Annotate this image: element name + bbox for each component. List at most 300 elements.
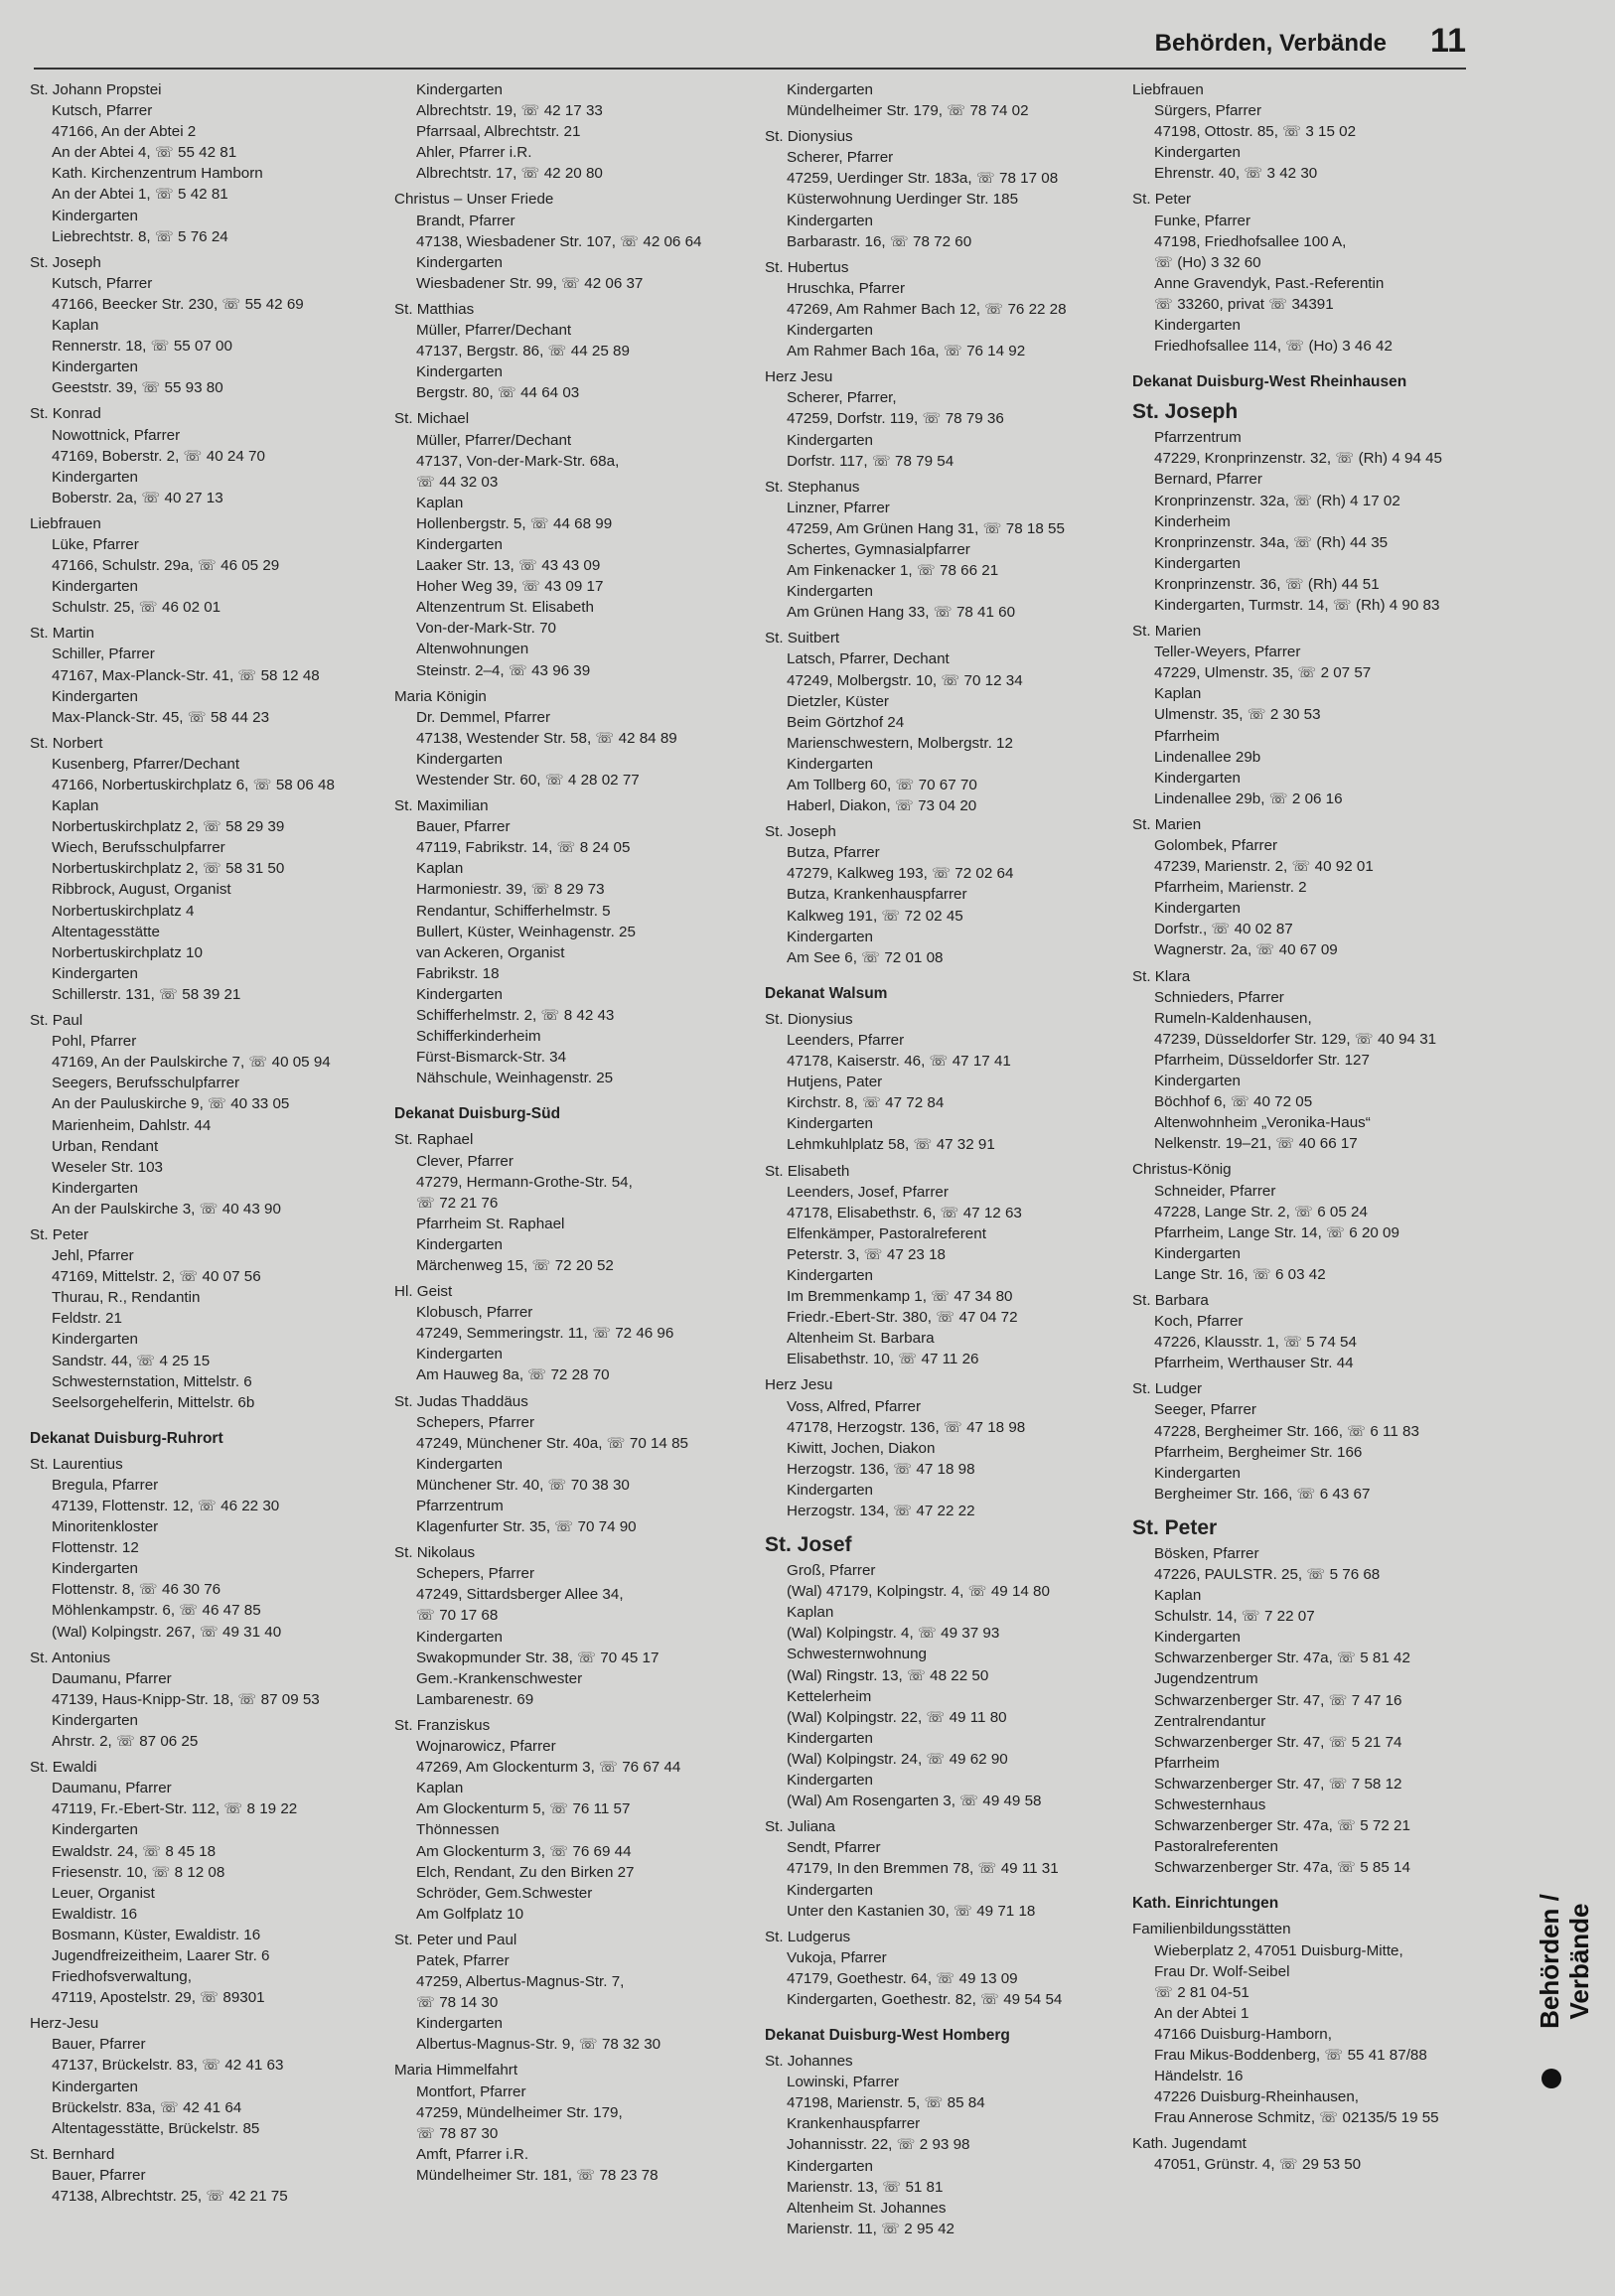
entry-line: Kindergarten: [787, 212, 873, 229]
directory-entry: [1132, 1919, 1490, 2133]
entry-line: Marienheim, Dahlstr. 44: [52, 1116, 212, 1134]
entry-line: Altentagesstätte, Brückelstr. 85: [52, 2119, 260, 2137]
entry-line: Kaplan: [52, 797, 99, 815]
entry-line: Haberl, Diakon, ☏ 73 04 20: [787, 797, 977, 815]
directory-entry: [30, 1648, 387, 1757]
section-heading: Dekanat Duisburg-West Rheinhausen: [1132, 373, 1407, 391]
entry-line: 47259, Dorfstr. 119, ☏ 78 79 36: [787, 410, 1004, 428]
entry-line: Am See 6, ☏ 72 01 08: [787, 948, 944, 966]
entry-line: Herzogstr. 134, ☏ 47 22 22: [787, 1503, 975, 1519]
entry-line: Pfarrzentrum: [416, 1498, 504, 1514]
directory-entry: [765, 126, 1122, 257]
entry-line: Groß, Pfarrer: [787, 1562, 876, 1580]
entry-name: Liebfrauen: [1132, 81, 1204, 98]
entry-line: 47138, Westender Str. 58, ☏ 42 84 89: [416, 729, 677, 747]
entry-line: Scherer, Pfarrer: [787, 149, 894, 167]
page-number: 11: [1430, 22, 1466, 60]
directory-entry: [394, 1391, 752, 1543]
entry-line: Daumanu, Pfarrer: [52, 1669, 172, 1687]
entry-line: Kindergarten: [416, 750, 503, 768]
page-header: [34, 22, 1466, 70]
column-4: [1132, 79, 1490, 2181]
entry-line: Pfarrheim St. Raphael: [416, 1215, 565, 1232]
entry-line: Hollenbergstr. 5, ☏ 44 68 99: [416, 514, 613, 532]
entry-line: Bösken, Pfarrer: [1154, 1544, 1259, 1562]
entry-line: Lehmkuhlplatz 58, ☏ 47 32 91: [787, 1136, 995, 1154]
entry-line: Altenzentrum St. Elisabeth: [416, 599, 594, 617]
entry-line: Teller-Weyers, Pfarrer: [1154, 644, 1301, 661]
entry-line: Daumanu, Pfarrer: [52, 1780, 172, 1797]
entry-line: Müller, Pfarrer/Dechant: [416, 322, 572, 340]
entry-line: Peterstr. 3, ☏ 47 23 18: [787, 1245, 946, 1263]
entry-line: Kindergarten: [1154, 1464, 1241, 1482]
entry-line: Swakopmunder Str. 38, ☏ 70 45 17: [416, 1649, 660, 1666]
entry-line: Patek, Pfarrer: [416, 1951, 510, 1969]
directory-entry: [1132, 79, 1490, 189]
entry-line: Sandstr. 44, ☏ 4 25 15: [52, 1352, 211, 1369]
entry-line: An der Abtei 1, ☏ 5 42 81: [52, 186, 228, 204]
entry-line: Mündelheimer Str. 179, ☏ 78 74 02: [787, 102, 1029, 120]
entry-line: Voss, Alfred, Pfarrer: [787, 1397, 922, 1415]
directory-entry: [1132, 1378, 1490, 1509]
entry-line: Gem.-Krankenschwester: [416, 1669, 583, 1687]
entry-line: ☏ 78 87 30: [416, 2124, 499, 2142]
entry-name: St. Peter: [1132, 191, 1192, 209]
entry-line: Kindergarten: [1154, 1244, 1241, 1262]
entry-line: Leuer, Organist: [52, 1884, 155, 1902]
entry-line: ☏ 33260, privat ☏ 34391: [1154, 295, 1334, 313]
column-2: [394, 79, 752, 2191]
entry-line: Am Glockenturm 3, ☏ 76 69 44: [416, 1842, 632, 1860]
entry-line: Pfarrheim: [1154, 727, 1220, 745]
entry-line: Kindergarten: [787, 755, 873, 773]
directory-entry: [394, 408, 752, 685]
entry-line: Dietzler, Küster: [787, 692, 889, 710]
entry-line: Kronprinzenstr. 36, ☏ (Rh) 44 51: [1154, 575, 1380, 593]
entry-line: Schertes, Gymnasialpfarrer: [787, 540, 970, 558]
directory-entry: [30, 513, 387, 623]
entry-line: 47138, Albrechtstr. 25, ☏ 42 21 75: [52, 2188, 288, 2205]
directory-entry: [1132, 814, 1490, 966]
entry-line: Lambarenestr. 69: [416, 1690, 534, 1708]
entry-line: Kaplan: [416, 494, 464, 511]
entry-spacer: [30, 1413, 387, 1418]
entry-line: 47137, Brückelstr. 83, ☏ 42 41 63: [52, 2057, 284, 2075]
entry-line: Hoher Weg 39, ☏ 43 09 17: [416, 578, 604, 596]
entry-line: Kaplan: [416, 860, 464, 878]
entry-line: 47119, Apostelstr. 29, ☏ 89301: [52, 1989, 265, 2007]
entry-line: Kaplan: [787, 1604, 834, 1622]
directory-entry: [394, 795, 752, 1093]
entry-line: Albertus-Magnus-Str. 9, ☏ 78 32 30: [416, 2036, 661, 2054]
entry-name: St. Paul: [30, 1012, 83, 1030]
entry-name: Christus-König: [1132, 1161, 1232, 1179]
directory-entry: [765, 1161, 1122, 1375]
entry-line: Steinstr. 2–4, ☏ 43 96 39: [416, 661, 591, 679]
entry-line: Kindergarten: [1154, 900, 1241, 918]
directory-entry: [1132, 966, 1490, 1160]
entry-line: Flottenstr. 12: [52, 1539, 139, 1557]
entry-name: Maria Himmelfahrt: [394, 2062, 518, 2080]
entry-line: Kindergarten: [416, 1235, 503, 1253]
entry-line: Fabrikstr. 18: [416, 964, 500, 982]
entry-line: 47166, Norbertuskirchplatz 6, ☏ 58 06 48: [52, 777, 335, 793]
side-tab-line-1: Behörden /: [1535, 1894, 1564, 2029]
entry-line: Kindergarten: [416, 253, 503, 271]
side-tab-line-2: Verbände: [1564, 1903, 1594, 2020]
entry-line: Albrechtstr. 19, ☏ 42 17 33: [416, 102, 603, 120]
entry-line: Kindergarten: [787, 1115, 873, 1133]
entry-line: Schifferhelmstr. 2, ☏ 8 42 43: [416, 1007, 615, 1025]
entry-spacer: [1132, 357, 1490, 361]
entry-line: 47137, Bergstr. 86, ☏ 44 25 89: [416, 343, 630, 360]
entry-line: 47259, Mündelheimer Str. 179,: [416, 2103, 623, 2121]
entry-line: 47249, Semmeringstr. 11, ☏ 72 46 96: [416, 1325, 674, 1343]
entry-line: Anne Gravendyk, Past.-Referentin: [1154, 274, 1385, 292]
entry-line: Klagenfurter Str. 35, ☏ 70 74 90: [416, 1518, 637, 1536]
entry-name: St. Dionysius: [765, 128, 853, 146]
side-tab-label: [1535, 1877, 1594, 2046]
directory-entry: [765, 1532, 1122, 1816]
entry-line: Kindergarten: [52, 359, 138, 376]
entry-line: An der Abtei 1: [1154, 2004, 1249, 2022]
entry-line: Schwesternwohnung: [787, 1646, 927, 1663]
entry-line: Pfarrheim, Lange Str. 14, ☏ 6 20 09: [1154, 1223, 1399, 1241]
entry-line: Am Hauweg 8a, ☏ 72 28 70: [416, 1366, 610, 1384]
entry-name: St. Suitbert: [765, 630, 840, 647]
entry-line: Liebrechtstr. 8, ☏ 5 76 24: [52, 227, 228, 245]
directory-entry: [394, 1542, 752, 1715]
entry-line: Pfarrzentrum: [1154, 429, 1242, 447]
entry-line: Butza, Pfarrer: [787, 844, 880, 862]
entry-line: Am Finkenacker 1, ☏ 78 66 21: [787, 562, 999, 580]
entry-line: Kindergarten: [787, 1481, 873, 1499]
entry-line: Altenwohnheim „Veronika-Haus“: [1154, 1114, 1371, 1132]
entry-spacer: [765, 2239, 1122, 2244]
entry-line: Kindergarten: [787, 1729, 873, 1747]
entry-line: 47179, In den Bremmen 78, ☏ 49 11 31: [787, 1860, 1059, 1878]
entry-line: van Ackeren, Organist: [416, 943, 565, 961]
entry-line: Max-Planck-Str. 45, ☏ 58 44 23: [52, 708, 270, 726]
entry-line: Dr. Demmel, Pfarrer: [416, 708, 551, 726]
entry-line: Kindergarten: [52, 1560, 138, 1578]
entry-line: 47259, Albertus-Magnus-Str. 7,: [416, 1973, 625, 1991]
entry-line: 47198, Marienstr. 5, ☏ 85 84: [787, 2094, 985, 2112]
entry-line: Thurau, R., Rendantin: [52, 1289, 201, 1307]
entry-line: Kindergarten: [52, 964, 138, 982]
directory-entry: [1132, 1159, 1490, 1290]
directory-entry: [30, 79, 387, 252]
column-3: [765, 79, 1122, 2244]
entry-line: 47269, Am Glockenturm 3, ☏ 76 67 44: [416, 1759, 681, 1777]
entry-line: Kindergarten: [52, 468, 138, 486]
entry-name: St. Joseph: [30, 253, 101, 271]
entry-line: 47166, Schulstr. 29a, ☏ 46 05 29: [52, 557, 280, 575]
entry-line: Boberstr. 2a, ☏ 40 27 13: [52, 489, 223, 506]
entry-line: Koch, Pfarrer: [1154, 1313, 1244, 1331]
entry-line: Schwarzenberger Str. 47a, ☏ 5 72 21: [1154, 1817, 1410, 1835]
entry-line: Kindergarten: [416, 363, 503, 381]
entry-line: Kindergarten: [52, 1179, 138, 1197]
entry-name: St. Ewaldi: [30, 1759, 97, 1777]
entry-line: Am Grünen Hang 33, ☏ 78 41 60: [787, 604, 1016, 622]
entry-line: Kirchstr. 8, ☏ 47 72 84: [787, 1094, 945, 1112]
column-1: [30, 79, 387, 2212]
entry-name: St. Maximilian: [394, 797, 489, 815]
entry-line: Harmoniestr. 39, ☏ 8 29 73: [416, 881, 605, 899]
entry-line: Dorfstr., ☏ 40 02 87: [1154, 921, 1293, 938]
entry-line: ☏ (Ho) 3 32 60: [1154, 253, 1261, 271]
entry-spacer: [765, 1521, 1122, 1526]
section-heading: Dekanat Walsum: [765, 984, 888, 1002]
directory-entry: [765, 1009, 1122, 1161]
entry-name: St. Bernhard: [30, 2145, 115, 2163]
entry-line: 47249, Molbergstr. 10, ☏ 70 12 34: [787, 671, 1023, 689]
entry-line: Küsterwohnung Uerdinger Str. 185: [787, 191, 1019, 209]
entry-line: 47259, Am Grünen Hang 31, ☏ 78 18 55: [787, 519, 1065, 537]
entry-line: Schulstr. 25, ☏ 46 02 01: [52, 599, 221, 617]
entry-line: Clever, Pfarrer: [416, 1152, 514, 1170]
entry-line: Brandt, Pfarrer: [416, 212, 515, 229]
entry-line: Pohl, Pfarrer: [52, 1033, 137, 1051]
entry-spacer: [1132, 1505, 1490, 1509]
entry-line: 47166, Beecker Str. 230, ☏ 55 42 69: [52, 295, 304, 313]
entry-line: Händelstr. 16: [1154, 2068, 1244, 2085]
entry-line: Elch, Rendant, Zu den Birken 27: [416, 1863, 635, 1881]
entry-line: Jugendfreizeitheim, Laarer Str. 6: [52, 1946, 270, 1964]
entry-line: Kutsch, Pfarrer: [52, 274, 153, 292]
bullet-marker: [1542, 2069, 1561, 2088]
entry-line: Kusenberg, Pfarrer/Dechant: [52, 755, 240, 773]
directory-entry: [30, 623, 387, 732]
entry-line: 47228, Bergheimer Str. 166, ☏ 6 11 83: [1154, 1422, 1419, 1440]
directory-entry: [1132, 189, 1490, 361]
entry-line: Lowinski, Pfarrer: [787, 2074, 900, 2091]
entry-line: Unter den Kastanien 30, ☏ 49 71 18: [787, 1902, 1036, 1920]
entry-line: Seegers, Berufsschulpfarrer: [52, 1075, 240, 1092]
entry-line: 47119, Fabrikstr. 14, ☏ 8 24 05: [416, 839, 631, 857]
entry-line: Bauer, Pfarrer: [52, 2166, 146, 2184]
entry-line: Ahler, Pfarrer i.R.: [416, 144, 532, 162]
entry-line: Barbarastr. 16, ☏ 78 72 60: [787, 232, 972, 250]
section-heading: Dekanat Duisburg-Ruhrort: [30, 1429, 223, 1447]
entry-line: Kaplan: [1154, 685, 1202, 703]
directory-entry: [30, 1224, 387, 1418]
entry-line: Kindergarten: [787, 322, 873, 340]
entry-name: St. Franziskus: [394, 1716, 491, 1734]
section-heading: Dekanat Duisburg-West Homberg: [765, 2027, 1010, 2045]
entry-line: Kindergarten: [52, 578, 138, 596]
entry-name: St. Judas Thaddäus: [394, 1392, 528, 1410]
entry-line: Ulmenstr. 35, ☏ 2 30 53: [1154, 706, 1321, 724]
entry-line: Altenwohnungen: [416, 641, 529, 658]
entry-line: Kindergarten: [1154, 317, 1241, 335]
entry-line: Altentagesstätte: [52, 923, 160, 940]
entry-line: Brückelstr. 83a, ☏ 42 41 64: [52, 2098, 242, 2116]
entry-line: 47179, Goethestr. 64, ☏ 49 13 09: [787, 1969, 1018, 1987]
entry-line: 47198, Friedhofsallee 100 A,: [1154, 232, 1347, 250]
entry-line: 47269, Am Rahmer Bach 12, ☏ 76 22 28: [787, 300, 1067, 318]
entry-line: Marienstr. 13, ☏ 51 81: [787, 2178, 944, 2196]
entry-line: Kronprinzenstr. 32a, ☏ (Rh) 4 17 02: [1154, 492, 1400, 509]
entry-line: Pfarrheim, Bergheimer Str. 166: [1154, 1443, 1363, 1461]
entry-line: 47138, Wiesbadener Str. 107, ☏ 42 06 64: [416, 232, 702, 250]
entry-line: Ribbrock, August, Organist: [52, 881, 231, 899]
entry-line: Kindergarten: [416, 81, 503, 98]
entry-line: Wiesbadener Str. 99, ☏ 42 06 37: [416, 274, 644, 292]
entry-line: Johannisstr. 22, ☏ 2 93 98: [787, 2136, 970, 2154]
entry-line: Rennerstr. 18, ☏ 55 07 00: [52, 338, 232, 356]
entry-line: Scherer, Pfarrer,: [787, 389, 897, 407]
directory-entry: [1132, 1515, 1490, 1884]
entry-line: (Wal) Ringstr. 13, ☏ 48 22 50: [787, 1666, 989, 1684]
entry-spacer: [1132, 2176, 1490, 2181]
entry-line: Kindergarten: [416, 1346, 503, 1363]
entry-line: Latsch, Pfarrer, Dechant: [787, 650, 950, 668]
entry-line: Schwarzenberger Str. 47a, ☏ 5 81 42: [1154, 1650, 1410, 1667]
entry-line: Pfarrheim, Marienstr. 2: [1154, 879, 1307, 897]
entry-line: Kindergarten: [787, 81, 873, 98]
entry-line: Am Golfplatz 10: [416, 1905, 524, 1923]
entry-line: Kindergarten: [1154, 1629, 1241, 1647]
entry-line: Schwarzenberger Str. 47, ☏ 5 21 74: [1154, 1733, 1402, 1751]
entry-line: Leenders, Pfarrer: [787, 1031, 905, 1049]
entry-line: An der Abtei 4, ☏ 55 42 81: [52, 144, 237, 162]
entry-line: Sendt, Pfarrer: [787, 1839, 881, 1857]
directory-entry: [30, 2013, 387, 2144]
entry-line: Kindergarten: [52, 1821, 138, 1839]
entry-line: Münchener Str. 40, ☏ 70 38 30: [416, 1476, 630, 1494]
entry-line: Bernard, Pfarrer: [1154, 471, 1262, 489]
entry-name: St. Joseph: [1132, 400, 1239, 424]
entry-line: 47167, Max-Planck-Str. 41, ☏ 58 12 48: [52, 666, 320, 684]
entry-line: Golombek, Pfarrer: [1154, 837, 1278, 854]
entry-line: Sürgers, Pfarrer: [1154, 102, 1262, 120]
entry-line: Kinderheim: [1154, 512, 1231, 530]
entry-line: Butza, Krankenhauspfarrer: [787, 886, 967, 904]
entry-name: St. Elisabeth: [765, 1162, 850, 1180]
entry-line: 47198, Ottostr. 85, ☏ 3 15 02: [1154, 123, 1357, 141]
entry-line: Frau Annerose Schmitz, ☏ 02135/5 19 55: [1154, 2109, 1439, 2127]
entry-spacer: [765, 968, 1122, 973]
entry-name: St. Norbert: [30, 734, 103, 752]
entry-line: Elfenkämper, Pastoralreferent: [787, 1224, 986, 1242]
directory-entry: [765, 1816, 1122, 1926]
entry-line: Bullert, Küster, Weinhagenstr. 25: [416, 923, 636, 940]
entry-line: Amft, Pfarrer i.R.: [416, 2145, 529, 2163]
entry-line: Seelsorgehelferin, Mittelstr. 6b: [52, 1393, 255, 1411]
entry-line: 47166, An der Abtei 2: [52, 123, 197, 141]
entry-line: Westender Str. 60, ☏ 4 28 02 77: [416, 772, 640, 789]
entry-line: 47226, PAULSTR. 25, ☏ 5 76 68: [1154, 1566, 1381, 1583]
entry-line: Kaplan: [416, 1780, 464, 1797]
entry-line: 47228, Lange Str. 2, ☏ 6 05 24: [1154, 1203, 1368, 1220]
entry-line: 47279, Kalkweg 193, ☏ 72 02 64: [787, 865, 1014, 883]
entry-line: Kalkweg 191, ☏ 72 02 45: [787, 907, 963, 925]
entry-line: Beim Görtzhof 24: [787, 713, 905, 731]
entry-line: Wagnerstr. 2a, ☏ 40 67 09: [1154, 941, 1338, 959]
entry-name: Kath. Jugendamt: [1132, 2135, 1247, 2153]
entry-line: 47137, Von-der-Mark-Str. 68a,: [416, 452, 620, 470]
entry-line: 47169, An der Paulskirche 7, ☏ 40 05 94: [52, 1054, 331, 1072]
entry-line: Kindergarten: [787, 583, 873, 601]
entry-line: Kindergarten: [1154, 769, 1241, 787]
section-title: Behörden, Verbände: [1154, 30, 1387, 57]
entry-line: ☏ 78 14 30: [416, 1994, 499, 2012]
entry-line: Kindergarten: [52, 1711, 138, 1729]
entry-line: Bergheimer Str. 166, ☏ 6 43 67: [1154, 1485, 1371, 1503]
entry-line: Schnieders, Pfarrer: [1154, 988, 1284, 1006]
entry-line: 47226 Duisburg-Rheinhausen,: [1154, 2088, 1360, 2106]
entry-line: Bosmann, Küster, Ewaldistr. 16: [52, 1926, 261, 1943]
entry-name: St. Peter: [1132, 1515, 1218, 1539]
directory-entry: [30, 2144, 387, 2212]
entry-line: Altenheim St. Barbara: [787, 1330, 935, 1348]
entry-line: Krankenhauspfarrer: [787, 2115, 921, 2133]
directory-entry: [394, 189, 752, 298]
entry-line: Minoritenkloster: [52, 1518, 159, 1536]
entry-line: Wiech, Berufsschulpfarrer: [52, 839, 225, 857]
entry-line: 47229, Ulmenstr. 35, ☏ 2 07 57: [1154, 664, 1372, 682]
entry-line: Hruschka, Pfarrer: [787, 279, 906, 297]
entry-line: (Wal) Kolpingstr. 22, ☏ 49 11 80: [787, 1708, 1007, 1726]
entry-line: Ahrstr. 2, ☏ 87 06 25: [52, 1733, 199, 1751]
entry-line: Jehl, Pfarrer: [52, 1247, 134, 1265]
entry-line: 47239, Düsseldorfer Str. 129, ☏ 40 94 31: [1154, 1030, 1437, 1048]
entry-line: Bauer, Pfarrer: [416, 818, 511, 836]
entry-line: 47178, Kaiserstr. 46, ☏ 47 17 41: [787, 1053, 1011, 1071]
entry-line: (Wal) Am Rosengarten 3, ☏ 49 49 58: [787, 1793, 1042, 1810]
entry-name: St. Konrad: [30, 405, 101, 423]
entry-spacer: [1132, 1878, 1490, 1883]
entry-line: Frau Dr. Wolf-Seibel: [1154, 1962, 1290, 1980]
directory-entry: [394, 1715, 752, 1930]
entry-line: Schiller, Pfarrer: [52, 646, 155, 663]
entry-line: Ewaldistr. 16: [52, 1905, 138, 1923]
entry-line: Kindergarten: [787, 431, 873, 449]
entry-line: Wieberplatz 2, 47051 Duisburg-Mitte,: [1154, 1941, 1403, 1959]
directory-entry: [30, 1010, 387, 1224]
entry-line: Lüke, Pfarrer: [52, 535, 139, 553]
entry-line: Nähschule, Weinhagenstr. 25: [416, 1070, 614, 1087]
entry-spacer: [394, 2186, 752, 2191]
entry-name: St. Ludgerus: [765, 1928, 851, 1945]
entry-line: (Wal) 47179, Kolpingstr. 4, ☏ 49 14 80: [787, 1583, 1050, 1601]
entry-name: Familienbildungsstätten: [1132, 1921, 1291, 1938]
entry-line: Pastoralreferenten: [1154, 1838, 1278, 1856]
entry-line: Friedhofsallee 114, ☏ (Ho) 3 46 42: [1154, 338, 1393, 356]
entry-spacer: [765, 2010, 1122, 2015]
entry-name: Herz Jesu: [765, 368, 833, 386]
entry-line: Kindergarten: [1154, 144, 1241, 162]
entry-line: Feldstr. 21: [52, 1310, 122, 1328]
entry-name: St. Stephanus: [765, 478, 860, 496]
entry-line: Bauer, Pfarrer: [52, 2036, 146, 2054]
entry-line: 47051, Grünstr. 4, ☏ 29 53 50: [1154, 2156, 1362, 2174]
entry-name: St. Josef: [765, 1533, 852, 1557]
directory-entry: [394, 299, 752, 408]
entry-name: Christus – Unser Friede: [394, 191, 554, 209]
entry-line: Fürst-Bismarck-Str. 34: [416, 1049, 567, 1067]
entry-line: 47259, Uerdinger Str. 183a, ☏ 78 17 08: [787, 170, 1059, 188]
entry-line: 47279, Hermann-Grothe-Str. 54,: [416, 1173, 633, 1191]
entry-line: ☏ 44 32 03: [416, 473, 499, 491]
entry-name: St. Ludger: [1132, 1380, 1203, 1398]
entry-name: St. Klara: [1132, 967, 1191, 985]
entry-line: Schwarzenberger Str. 47a, ☏ 5 85 14: [1154, 1859, 1410, 1877]
entry-line: Kindergarten: [52, 207, 138, 224]
entry-line: Geeststr. 39, ☏ 55 93 80: [52, 379, 223, 397]
